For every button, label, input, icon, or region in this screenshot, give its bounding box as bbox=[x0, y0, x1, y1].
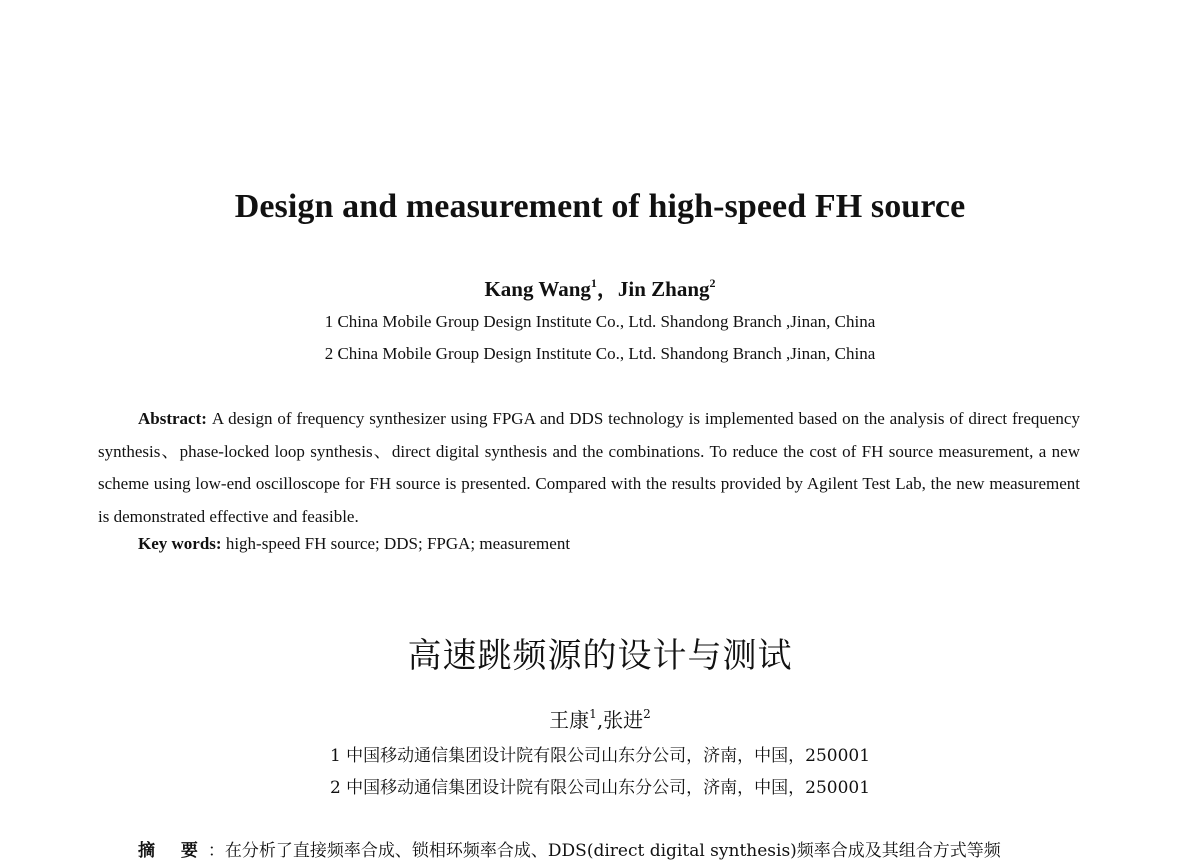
paper-title-en: Design and measurement of high-speed FH source bbox=[234, 188, 966, 225]
author-name: Kang Wang bbox=[484, 277, 591, 301]
paper-title-cn: 高速跳频源的设计与测试 bbox=[407, 636, 793, 676]
author-name: Jin Zhang bbox=[617, 277, 710, 301]
abstract-text: A design of frequency synthesizer using FPGA and DDS technology is implemented based on the analysis of direct frequency synthesis、phase-locked loop synthesis、direct digital synthesis and the combinations. To reduce the cost of FH source measurement, a new scheme using low-end oscilloscope for FH source is presented. Compared with the results provided by Agilent Test Lab, the new measurement is demonstrated effective and feasible. bbox=[98, 409, 1080, 526]
abstract-cn bbox=[138, 836, 1001, 861]
author-affiliation-mark: 1 bbox=[590, 276, 597, 290]
abstract-cn-label: 摘 要 bbox=[138, 841, 208, 861]
abstract-cn-colon: ： bbox=[207, 841, 225, 861]
affiliation-cn-1: 1 中国移动通信集团设计院有限公司山东分公司，济南，中国，250001 bbox=[329, 746, 871, 766]
author-affiliation-mark: 2 bbox=[709, 276, 716, 290]
author-name: 张进 bbox=[603, 708, 644, 732]
author-affiliation-mark: 1 bbox=[589, 707, 597, 721]
abstract-label: Abstract bbox=[138, 409, 202, 428]
affiliation-en-1: 1 China Mobile Group Design Institute Co., Ltd. Shandong Branch ,Jinan, China bbox=[324, 312, 876, 331]
abstract-colon: : bbox=[201, 409, 212, 428]
authors-cn bbox=[0, 704, 1200, 733]
abstract-en bbox=[98, 403, 1080, 533]
keywords-text: high-speed FH source; DDS; FPGA; measurement bbox=[221, 534, 571, 553]
author-separator: ， bbox=[596, 277, 618, 301]
author-affiliation-mark: 2 bbox=[643, 707, 651, 721]
affiliation-cn-2: 2 中国移动通信集团设计院有限公司山东分公司，济南，中国，250001 bbox=[329, 778, 871, 798]
author-name: 王康 bbox=[549, 708, 590, 732]
author-separator: , bbox=[596, 708, 604, 732]
affiliation-en-2: 2 China Mobile Group Design Institute Co., Ltd. Shandong Branch ,Jinan, China bbox=[324, 344, 876, 363]
keywords-label: Key words: bbox=[138, 534, 222, 553]
authors-en bbox=[0, 273, 1200, 303]
keywords-en bbox=[138, 534, 570, 554]
abstract-cn-text: 在分析了直接频率合成、锁相环频率合成、DDS(direct digital synthesis)频率合成及其组合方式等频 bbox=[224, 841, 1001, 861]
